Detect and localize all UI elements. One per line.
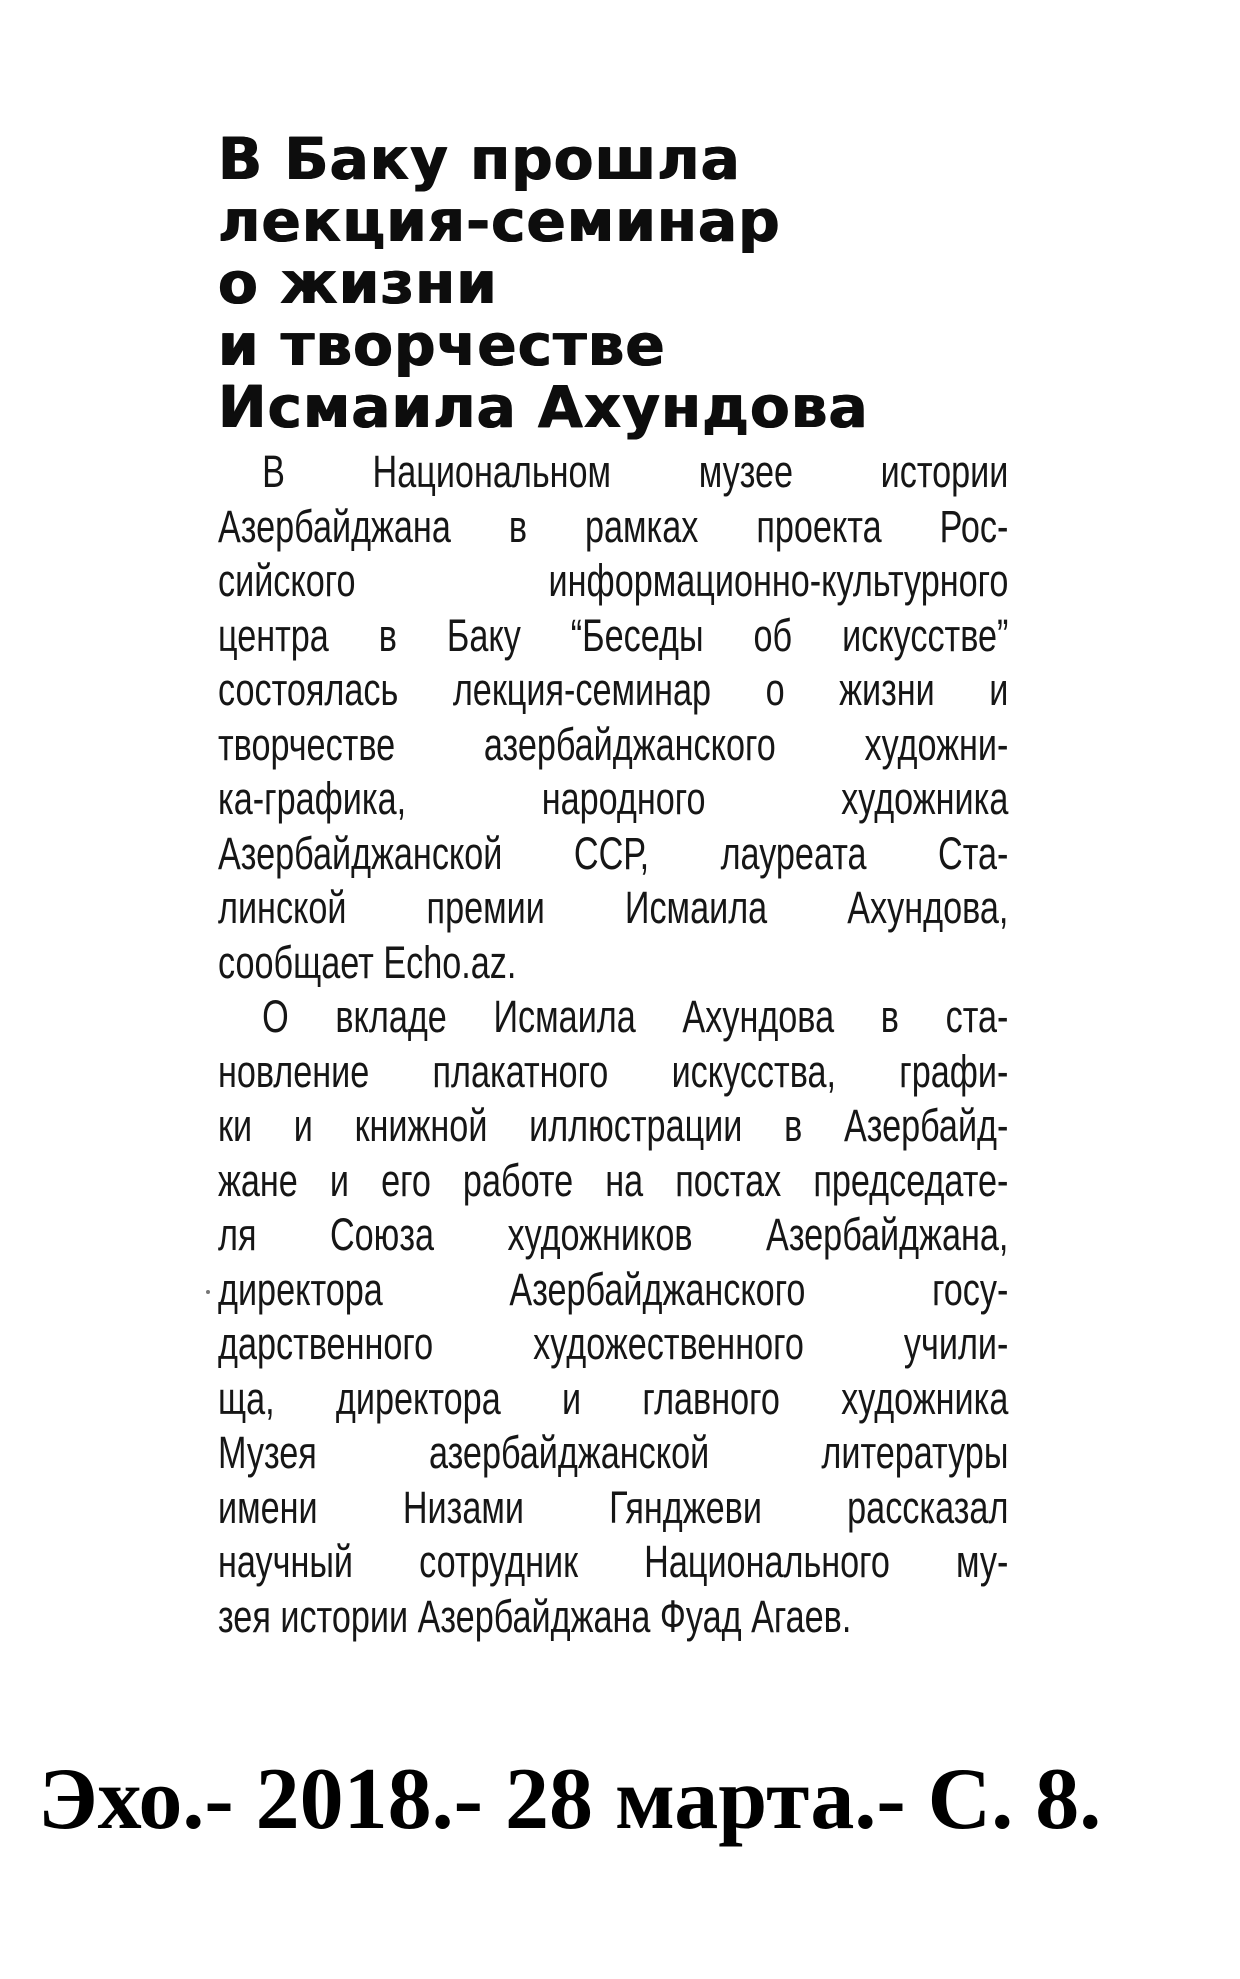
paragraph-2 — [218, 990, 1008, 1644]
headline-line: лекция-семинар — [218, 187, 781, 255]
text-line: Азербайджанской ССР, лауреата Ста- — [218, 827, 1009, 879]
paragraph-1 — [218, 445, 1008, 990]
text-line: Музея азербайджанской литературы — [218, 1427, 1009, 1478]
headline-line: и творчестве — [218, 311, 666, 379]
source-citation: Эхо.- 2018.- 28 марта.- С. 8. — [38, 1751, 1102, 1848]
text-line: сийского информационно-культурного — [218, 555, 1009, 606]
text-line: центра в Баку “Беседы об искусстве” — [218, 609, 1009, 661]
article-body — [218, 445, 1008, 1644]
text-line: дарственного художественного учили- — [218, 1318, 1009, 1369]
text-line: состоялась лекция-семинар о жизни и — [218, 664, 1009, 715]
text-line: ки и книжной иллюстрации в Азербайд- — [218, 1100, 1009, 1151]
text-line: творчестве азербайджанского художни- — [218, 718, 1009, 770]
text-line: зея истории Азербайджана Фуад Агаев. — [218, 1590, 852, 1642]
scan-speck — [206, 1290, 210, 1294]
text-line: жане и его работе на постах председате- — [218, 1154, 1009, 1206]
text-line: научный сотрудник Национального му- — [218, 1536, 1009, 1587]
article-headline — [218, 125, 978, 441]
text-line: сообщает Echo.az. — [218, 936, 517, 988]
text-line: О вкладе Исмаила Ахундова в ста- — [262, 991, 1009, 1042]
headline-line: Исмаила Ахундова — [218, 373, 869, 441]
text-line: В Национальном музее истории — [262, 446, 1009, 497]
headline-line: В Баку прошла — [218, 125, 741, 193]
text-line: Азербайджана в рамках проекта Рос- — [218, 500, 1009, 552]
text-line: директора Азербайджанского госу- — [218, 1263, 1009, 1315]
text-line: ля Союза художников Азербайджана, — [218, 1209, 1009, 1260]
text-line: новление плакатного искусства, графи- — [218, 1045, 1009, 1097]
headline-line: о жизни — [218, 249, 498, 317]
text-line: ща, директора и главного художника — [218, 1372, 1009, 1424]
text-line: ка-графика, народного художника — [218, 773, 1009, 824]
newspaper-clipping — [218, 110, 1008, 1690]
text-line: имени Низами Гянджеви рассказал — [218, 1481, 1009, 1533]
text-line: линской премии Исмаила Ахундова, — [218, 882, 1009, 933]
